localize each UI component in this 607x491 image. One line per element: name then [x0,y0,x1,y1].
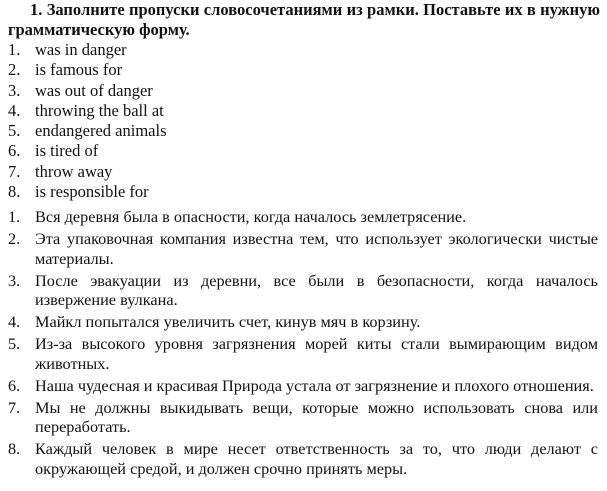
sentence-text: Майкл попытался увеличить счет, кинув мяч в корзину. [35,312,421,332]
exercise-number: 1. [30,0,43,19]
phrase-number: 1. [8,40,21,59]
sentence-text: Мы не должны выкидывать вещи, которые можно использовать снова или переработать. [35,397,598,437]
phrase-number: 5. [8,121,21,141]
phrase-number: 3. [8,80,21,100]
sentence-text: Каждый человек в мире несет ответственность за то, что люди делают с окружающей средой, и должен срочно принять меры. [35,439,598,478]
exercise-heading [8,0,600,40]
phrase-item [8,40,166,60]
phrase-item [8,81,166,101]
sentence-item [8,376,598,396]
sentence-item [8,271,598,310]
phrase-number: 7. [8,161,21,181]
phrase-item [8,121,166,141]
phrase-number: 4. [8,100,21,120]
phrase-item [8,182,166,202]
phrase-number: 6. [8,141,21,161]
phrase-item [8,162,166,182]
phrase-text: throw away [35,161,113,181]
sentence-item [8,398,598,437]
phrase-text: is famous for [35,60,123,80]
phrase-item [8,141,166,161]
sentence-number: 4. [8,312,21,332]
sentence-text: После эвакуации из деревни, все были в безопасности, когда началось извержение вулкана. [35,270,598,310]
phrase-text: was out of danger [35,80,153,100]
sentence-text: Эта упаковочная компания известна тем, что использует экологически чистые материалы. [35,228,598,268]
phrase-item [8,60,166,80]
sentence-text: Из-за высокого уровня загрязнения морей киты стали вымирающим видом животных. [35,334,598,373]
sentence-text: Наша чудесная и красивая Природа устала от загрязнение и плохого отношения. [35,375,594,395]
phrase-text: is responsible for [35,182,149,202]
sentence-number: 5. [8,334,21,354]
sentence-item [8,207,598,227]
phrase-item [8,101,166,121]
sentence-number: 3. [8,270,21,290]
sentence-number: 8. [8,439,21,459]
sentence-number: 1. [8,207,21,226]
sentence-number: 7. [8,397,21,417]
sentence-item [8,334,598,373]
sentence-item [8,312,598,332]
sentence-list [8,207,598,481]
phrase-text: endangered animals [35,121,167,141]
sentence-item [8,439,598,478]
exercise-instruction: Заполните пропуски словосочетаниями из рамки. Поставьте их в нужную грамматическую форму. [8,0,600,39]
phrase-list [8,40,166,202]
phrase-text: throwing the ball at [35,100,164,120]
sentence-text: Вся деревня была в опасности, когда началось землетрясение. [35,207,467,226]
phrase-number: 2. [8,60,21,80]
sentence-number: 6. [8,375,21,395]
sentence-item [8,229,598,268]
sentence-number: 2. [8,228,21,248]
phrase-number: 8. [8,182,21,202]
phrase-text: was in danger [35,40,127,59]
phrase-text: is tired of [35,141,99,161]
